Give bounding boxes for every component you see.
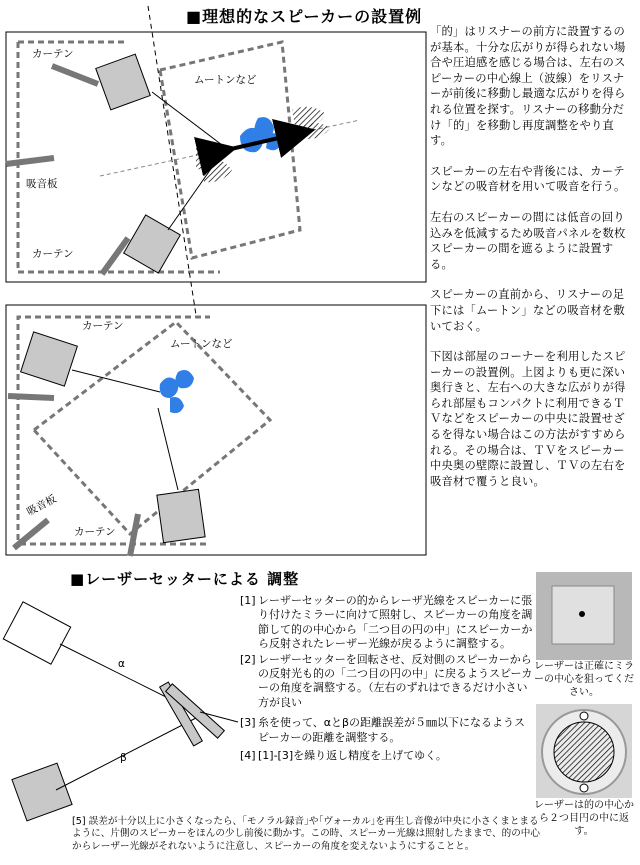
step-5-text: 誤差が十分以上に小さくなったら、｢モノラル録音｣や｢ヴォーカル｣を再生し音像が中央に小さくまとまるように、片側のスピーカーをほんの少し前後に動かす。この時、スピーカー光線は照射したままで、的の中心からレーザー光線がそれないように注意し、スピーカーの角度を変えないようにすることと。 <box>72 816 540 852</box>
step-number: [3] <box>240 716 256 730</box>
step-item <box>240 653 536 711</box>
speaker-1-right <box>124 215 181 273</box>
side-paragraph-1: 「的」はリスナーの前方に設置するのが基本。十分な広がりが得られない場合や圧迫感を感じる場合は、左右のスピーカーの中心線上（波線）をリスナーが前後に移動し最適な広がりを得られる位置を探す。リスナーの移動分だけ「的」を移動し再度調整をやり直す。 <box>430 25 626 148</box>
listener-2-b <box>175 370 194 388</box>
step-item <box>240 749 536 763</box>
side-paragraph-2: スピーカーの左右や背後には、カーテンなどの吸音材を用いて吸音を行う。 <box>430 164 626 194</box>
step-text: [1]-[3]を繰り返し精度を上げてゆく。 <box>258 749 447 763</box>
label-beta: β <box>120 752 127 764</box>
step-number: [1] <box>240 594 256 607</box>
speaker-1-left <box>96 54 151 110</box>
label-mouton-1: ムートンなど <box>194 74 257 86</box>
laser-diagram <box>3 602 238 821</box>
absorber-1-a <box>52 66 98 84</box>
page-title: ■理想的なスピーカーの設置例 <box>186 7 423 26</box>
speaker-2-left <box>21 332 78 386</box>
absorber-2-a <box>8 396 54 398</box>
step-5 <box>72 816 542 853</box>
label-absorber-1: 吸音板 <box>26 178 58 190</box>
side-notes <box>430 24 630 504</box>
label-mouton-2: ムートンなど <box>170 338 233 350</box>
label-curtain-2-top: カーテン <box>82 320 124 332</box>
step-text: 糸を使って、αとβの距離誤差が５㎜以下になるようスピーカーの距離を調整する。 <box>258 716 526 744</box>
step-number: [4] <box>240 749 256 763</box>
label-curtain-1-bottom: カーテン <box>32 248 74 260</box>
side-paragraph-4: スピーカーの直前から、リスナーの足下には「ムートン」などの吸音材を敷いておく。 <box>430 288 625 333</box>
absorber-1-b <box>6 158 54 164</box>
listener-2-c <box>170 397 184 413</box>
caption-target: レーザーは的の中心から２つ目円の中に返す。 <box>534 800 634 837</box>
side-paragraph-3: 左右のスピーカーの間には低音の回り込みを低減するため吸音パネルを数枚スピーカーの間を遮るように設置する。 <box>430 210 626 271</box>
target-photo <box>536 704 632 798</box>
laser-speaker-bottom <box>12 763 72 821</box>
mirror-photo <box>536 572 632 660</box>
absorber-1-c <box>102 238 128 274</box>
laser-1-upper <box>152 92 226 148</box>
label-absorber-2: 吸音板 <box>24 492 59 519</box>
wave-1-b <box>204 160 232 182</box>
side-paragraph-5: 下図は部屋のコーナーを利用したスピーカーの設置例。上図よりも更に深い奥行きと、左右への大きな広がりが得られ部屋もコンパクトに利用できるＴＶなどをスピーカーの中央に設置せざるを得ない場合はこの方法がすすめられる。その場合は、ＴＶをスピーカー中央奥の壁際に設置し、ＴＶの左右を吸音材で覆うと良い。 <box>430 350 626 488</box>
laser-2-left <box>72 370 160 392</box>
step-text: レーザーセッターの的からレーザ光線をスピーカーに張り付けたミラーに向けて照射し、スピーカーの角度を調節して的の中心から「二つ目の円の中」にスピーカーから反射されたレーザー光線が戻るように調整する。 <box>258 594 533 651</box>
step-item <box>240 716 536 745</box>
step-item <box>240 594 536 652</box>
step-5-number: [5] <box>72 816 86 827</box>
speaker-2-right <box>157 489 205 542</box>
laser-2-right <box>158 408 178 490</box>
step-text: レーザーセッターを回転させ、反対側のスピーカーからの反射光も的の「二つ目の円の中」に戻るようスピーカーの角度を調整する。（左右のずれはできるだけ小さい方が良い <box>258 652 533 709</box>
section-title-laser: ■レーザーセッターによる 調整 <box>70 570 300 588</box>
laser-speaker-top <box>3 602 70 664</box>
label-curtain-1-top: カーテン <box>32 48 74 60</box>
absorber-2-c <box>130 514 138 556</box>
label-curtain-2-bottom: カーテン <box>74 526 116 538</box>
caption-mirror: レーザーは正確にミラーの中心を狙ってください。 <box>534 661 634 698</box>
step-number: [2] <box>240 652 256 666</box>
step-list <box>240 594 536 764</box>
label-alpha: α <box>118 658 125 670</box>
